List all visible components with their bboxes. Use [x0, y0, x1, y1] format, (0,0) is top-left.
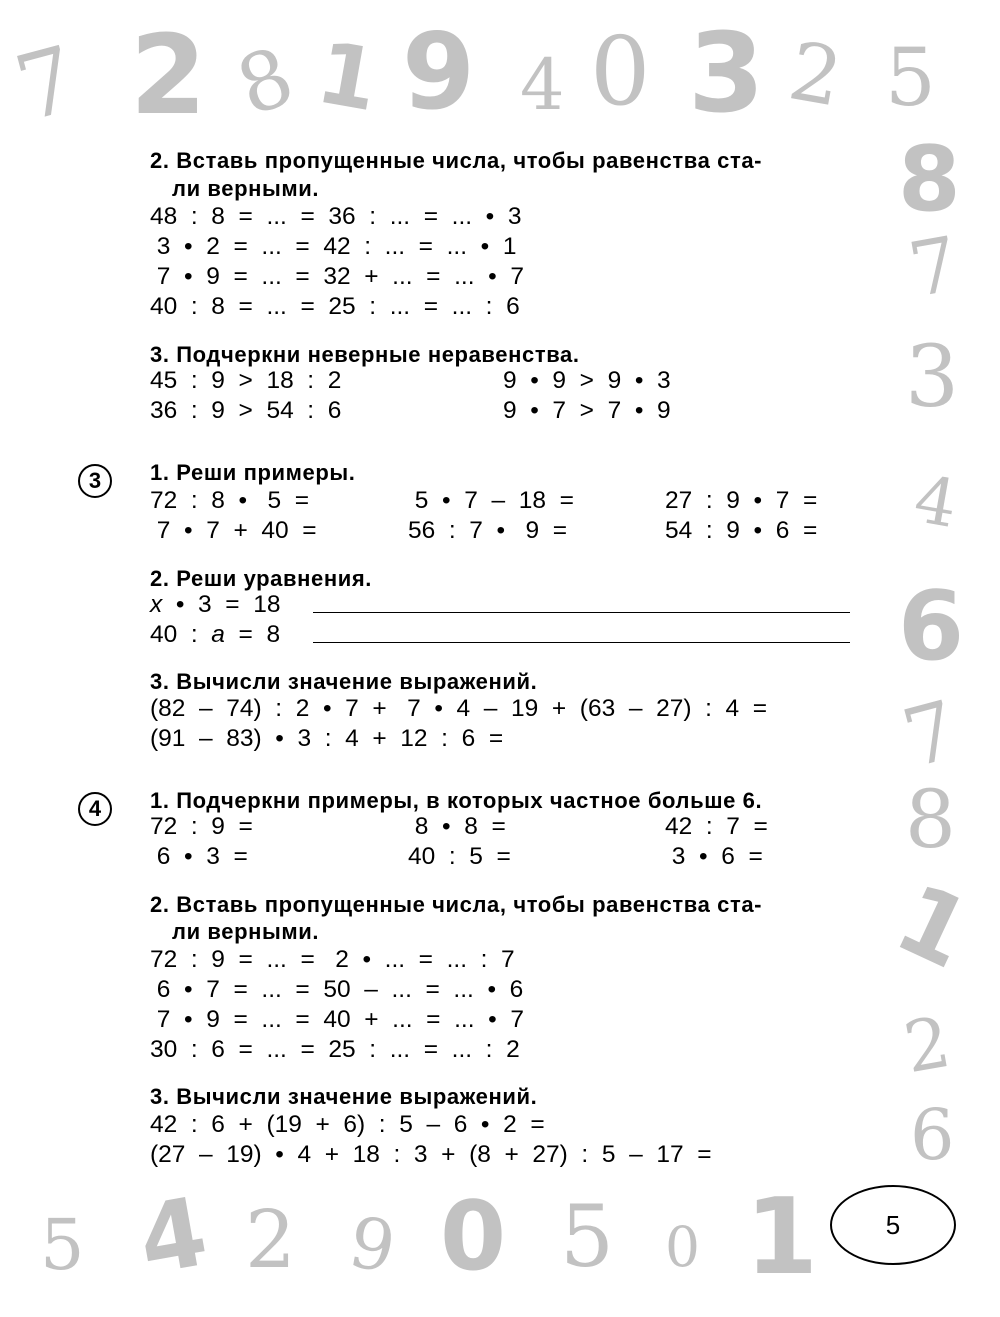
example: 5 • 7 – 18 =	[408, 487, 574, 514]
equation-row: 40 : 8 = ... = 25 : ... = ... : 6	[150, 293, 520, 320]
decor-digit: 9	[343, 1200, 402, 1290]
decor-digit: 8	[905, 773, 956, 866]
task-title: 2. Реши уравнения.	[150, 566, 373, 591]
decor-digit: 4	[130, 1177, 216, 1297]
expression-row: (82 – 74) : 2 • 7 + 7 • 4 – 19 + (63 – 27) : 4 =	[150, 695, 768, 722]
answer-line[interactable]	[313, 612, 850, 613]
decor-digit: 2	[898, 1000, 957, 1090]
section-number-badge: 3	[78, 464, 112, 498]
section-number-badge: 4	[78, 792, 112, 826]
equation-row: 3 • 2 = ... = 42 : ... = ... • 1	[150, 233, 517, 260]
decor-digit: 5	[560, 1188, 615, 1287]
task-title: 1. Подчеркни примеры, в которых частное больше 6.	[150, 788, 763, 813]
example: 56 : 7 • 9 =	[408, 517, 568, 544]
decor-digit: 6	[910, 1094, 955, 1176]
task-title: 3. Вычисли значение выражений.	[150, 669, 538, 694]
inequality: 36 : 9 > 54 : 6	[150, 397, 342, 424]
decor-digit: 3	[688, 9, 765, 137]
expression-row: (91 – 83) • 3 : 4 + 12 : 6 =	[150, 725, 504, 752]
example: 54 : 9 • 6 =	[665, 517, 818, 544]
answer-line[interactable]	[313, 642, 850, 643]
equation-row: 30 : 6 = ... = 25 : ... = ... : 2	[150, 1036, 520, 1063]
equation	[150, 620, 280, 650]
decor-digit: 2	[245, 1193, 296, 1286]
decor-digit: 7	[893, 683, 967, 787]
decor-digit: 1	[745, 1176, 819, 1298]
expression-row: (27 – 19) • 4 + 18 : 3 + (8 + 27) : 5 – 17 =	[150, 1141, 712, 1168]
example: 3 • 6 =	[665, 843, 763, 870]
page-number: 5	[830, 1185, 956, 1265]
inequality: 9 • 9 > 9 • 3	[503, 367, 671, 394]
equation-row: 6 • 7 = ... = 50 – ... = ... • 6	[150, 976, 524, 1003]
decor-digit: 8	[898, 127, 961, 232]
equation-start: 40 :	[150, 621, 212, 648]
example: 72 : 9 =	[150, 813, 253, 840]
inequality: 9 • 7 > 7 • 9	[503, 397, 671, 424]
example: 8 • 8 =	[408, 813, 506, 840]
decor-digit: 4	[908, 461, 963, 544]
equation-row: 72 : 9 = ... = 2 • ... = ... : 7	[150, 946, 515, 973]
decor-digit: 8	[225, 29, 306, 134]
inequality: 45 : 9 > 18 : 2	[150, 367, 342, 394]
equation-row: 7 • 9 = ... = 32 + ... = ... • 7	[150, 263, 524, 290]
task-title: 2. Вставь пропущенные числа, чтобы равенства ста-	[150, 148, 763, 173]
decor-digit: 5	[40, 1204, 85, 1286]
decor-digit: 2	[782, 24, 849, 125]
decor-digit: 1	[880, 863, 987, 991]
example: 42 : 7 =	[665, 813, 768, 840]
equation	[150, 590, 280, 620]
decor-digit: 1	[309, 23, 386, 132]
decor-digit: 5	[885, 31, 936, 124]
equation-row: 48 : 8 = ... = 36 : ... = ... • 3	[150, 203, 522, 230]
example: 27 : 9 • 7 =	[665, 487, 818, 514]
decor-digit: 9	[402, 11, 476, 133]
equation-row: 7 • 9 = ... = 40 + ... = ... • 7	[150, 1006, 524, 1033]
decor-digit: 0	[440, 1182, 507, 1292]
decor-digit: 6	[898, 572, 965, 682]
decor-digit: 0	[665, 1215, 700, 1279]
example: 40 : 5 =	[408, 843, 511, 870]
variable: x	[150, 591, 163, 618]
task-title: 3. Подчеркни неверные неравенства.	[150, 342, 580, 367]
decor-digit: 7	[902, 219, 965, 315]
decor-digit: 4	[520, 44, 565, 126]
task-title: 3. Вычисли значение выражений.	[150, 1084, 538, 1109]
example: 7 • 7 + 40 =	[150, 517, 317, 544]
decor-digit: 3	[905, 328, 960, 427]
example: 72 : 8 • 5 =	[150, 487, 310, 514]
equation-rest: • 3 = 18	[162, 591, 281, 618]
decor-digit: 0	[590, 17, 651, 127]
example: 6 • 3 =	[150, 843, 248, 870]
task-title: ли верными.	[172, 176, 320, 201]
task-title: 2. Вставь пропущенные числа, чтобы равенства ста-	[150, 892, 763, 917]
variable: a	[211, 621, 225, 648]
decor-digit: 2	[130, 11, 207, 139]
task-title: ли верными.	[172, 919, 320, 944]
task-title: 1. Реши примеры.	[150, 460, 356, 485]
decor-digit: 7	[5, 26, 88, 143]
equation-rest: = 8	[224, 621, 281, 648]
expression-row: 42 : 6 + (19 + 6) : 5 – 6 • 2 =	[150, 1111, 545, 1138]
